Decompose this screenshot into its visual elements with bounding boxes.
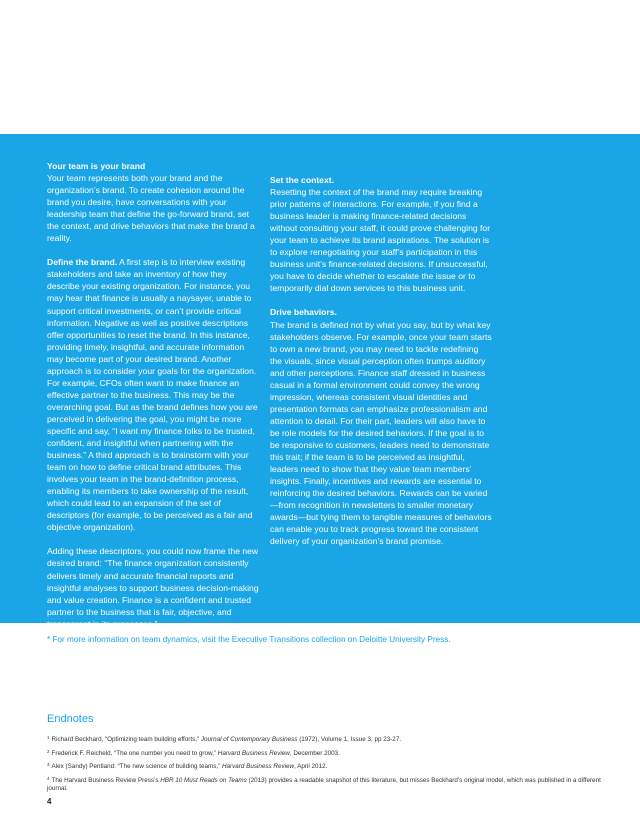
left-column xyxy=(47,160,259,642)
endnotes-list xyxy=(47,734,607,797)
section-define-brand xyxy=(47,256,259,533)
section-set-context xyxy=(270,174,492,294)
paragraph-text: Your team represents both your brand and the organization’s brand. To create cohesion around the brand you desire, have conversations with your leadership team that define the go-forward brand, set the context, and drive behaviors that make the brand a reality. xyxy=(47,173,255,244)
paragraph-descriptors: Adding these descriptors, you could now frame the new desired brand: “The finance organization consistently delivers timely and accurate financial reports and insightful analyses to support business decision-making and value creation. Finance is a confident and trusted partner to the business that is fair, objective, and transparent in its processes.” xyxy=(47,546,259,629)
section-heading: Your team is your brand xyxy=(47,161,146,171)
endnote-item: $^4$ The Harvard Business Review Press’s HBR 10 Must Reads on Teams (2013) provides a readable snapshot of this literature, but misses Beckhard’s original model, which was published in a different journal. xyxy=(47,776,601,793)
right-column xyxy=(270,174,492,559)
section-heading: Drive behaviors. xyxy=(270,307,337,318)
section-heading: Set the context. xyxy=(270,175,334,185)
endnotes-heading: Endnotes xyxy=(47,713,94,725)
blue-content-band xyxy=(0,134,640,629)
lead-in-heading: Define the brand. xyxy=(47,257,118,268)
section-your-team xyxy=(47,160,259,244)
paragraph-text: Resetting the context of the brand may require breaking prior patterns of interactions. For example, if you find a business leader is making finance-related decisions without consulting your staff, it could prove challenging for your team to achieve its brand aspirations. The solution is to explore renegotiating your staff’s participation in this business unit’s finance-related decisions. If unsuccessful, you have to decide whether to escalate the issue or to temporarily dial down services to this business unit. xyxy=(270,187,491,294)
section-drive-behaviors xyxy=(270,306,492,547)
paragraph-text: The brand is defined not by what you say, but by what key stakeholders observe. For example, once your team starts to own a new brand, you may need to tackle redefining the visuals, since visual perception often trumps auditory and other perceptions. Finance staff dressed in business casual in a formal environment could convey the wrong impression, whereas consistent visual identities and presentation formats can emphasize professionalism and attention to detail. For their part, leaders will also have to be role models for the desired behaviors. If the goal is to be responsive to customers, leaders need to demonstrate this trait; if the team is to be perceived as insightful, leaders need to show that they value team members’ insights. Finally, incentives and rewards are essential to reinforcing the desired behaviors. Rewards can be varied—from recognition in newsletters to smaller monetary awards—but tying them to tangible measures of behaviors can enable you to track progress toward the consistent delivery of your organization’s brand promise. xyxy=(270,319,492,547)
more-info-callout: * For more information on team dynamics, visit the Executive Transitions collection on Deloitte University Press. xyxy=(47,635,451,644)
page-number: 4 xyxy=(47,797,52,806)
paragraph-text: A first step is to interview existing stakeholders and take an inventory of how they describe your existing organization. For instance, you may hear that finance is usually a naysayer, unable to support critical investments, or can’t provide critical information. Negative as well as positive descriptions offer opportunities to reset the brand. In this instance, providing timely, insightful, and accurate information may become part of your desired brand. Another approach is to consider your goals for the organization. For example, CFOs often want to make finance an effective partner to the business. This may be the overarching goal. But as the brand defines how you are perceived in delivering the goal, you might be more specific and say, “I want my finance folks to be trusted, confident, and insightful when partnering with the business.” A third approach is to brainstorm with your team on how to define critical brand attributes. This involves your team in the brand-definition process, enabling its members to take ownership of the result, which could lead to an expansion of the set of descriptors (for example, to be perceived as a fair and objective organization). xyxy=(47,257,258,533)
endnote-item: $^3$ Alex (Sandy) Pentland: “The new science of building teams,” Harvard Business Review, April 2012. xyxy=(47,762,328,771)
endnote-item: $^1$ Richard Beckhard, “Optimizing team building efforts,” Journal of Contemporary Business (1972), Volume 1, Issue 3, pp 23-27. xyxy=(47,735,402,743)
endnote-item: $^2$ Frederick F. Reicheld, “The one number you need to grow,” Harvard Business Review, December 2003. xyxy=(47,748,340,757)
